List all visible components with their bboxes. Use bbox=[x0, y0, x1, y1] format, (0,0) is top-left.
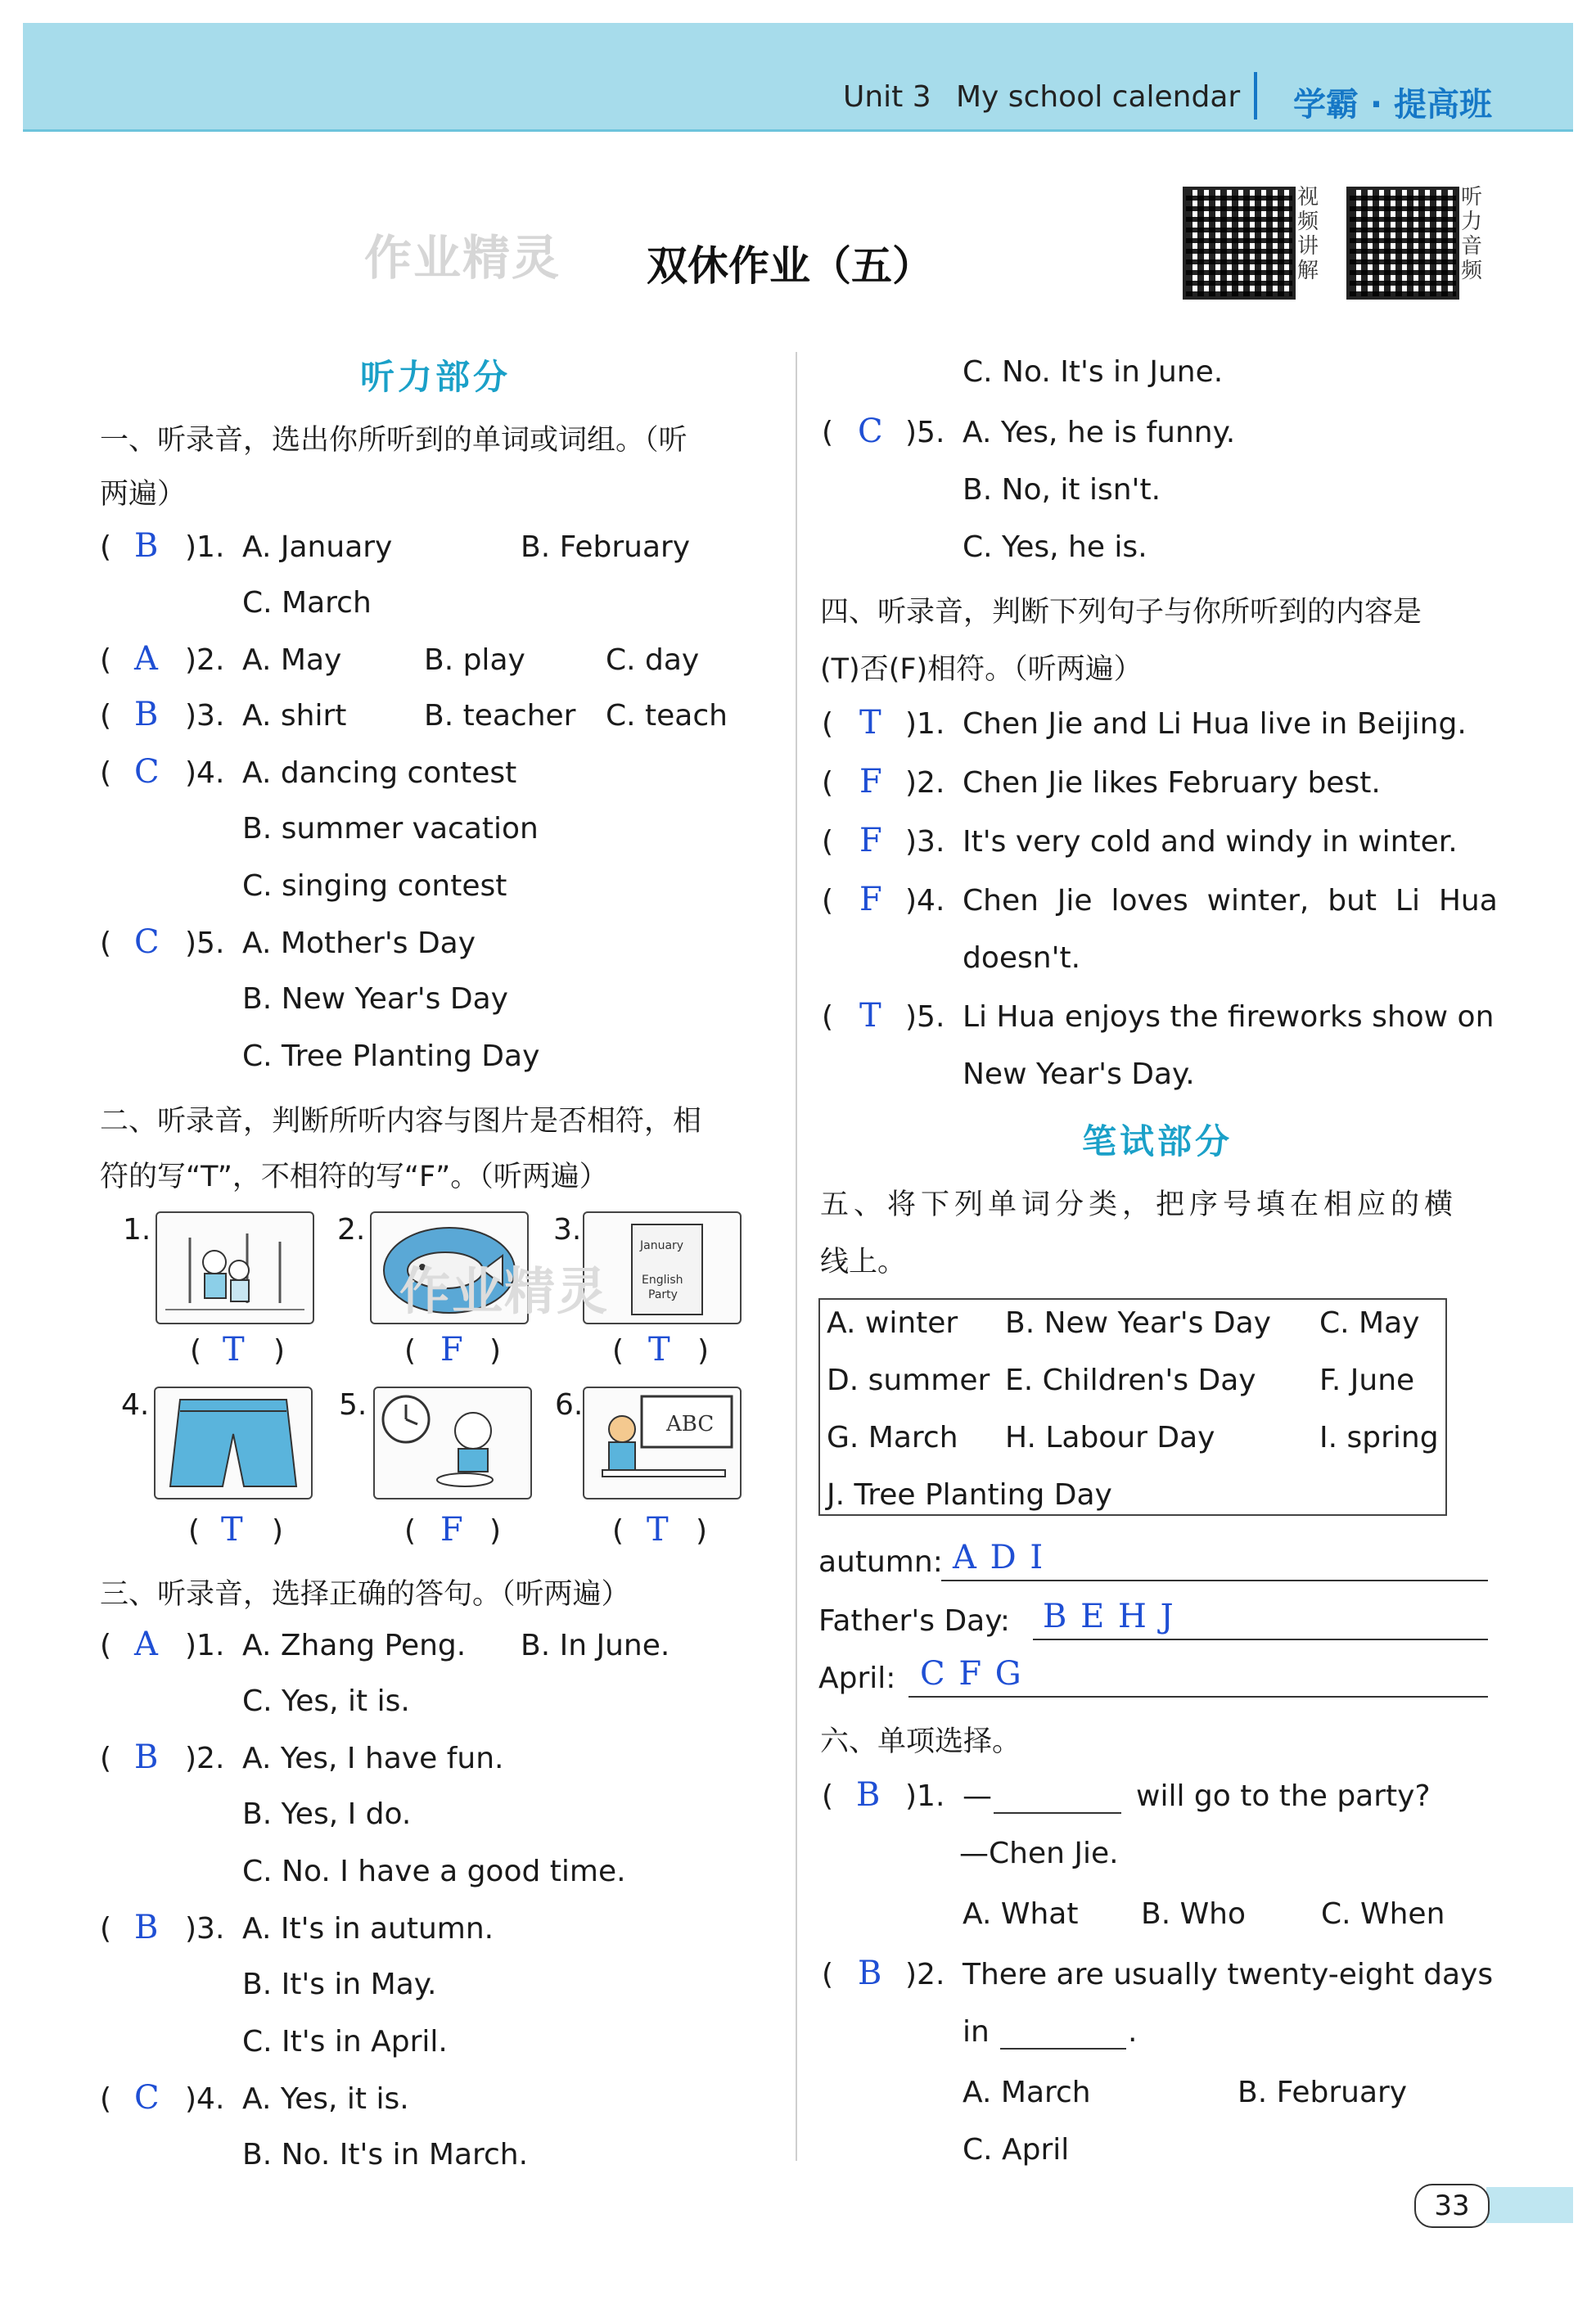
answer-line bbox=[908, 1696, 1488, 1698]
paren-close: ) bbox=[489, 1514, 502, 1548]
option-c: C. When bbox=[1321, 1897, 1445, 1931]
paren-open: ( bbox=[100, 756, 112, 790]
writing-section-title: 笔试部分 bbox=[1082, 1121, 1233, 1161]
part2-instruction: 二、听录音，判断所听内容与图片是否相符，相 bbox=[100, 1105, 702, 1138]
category-answer-autumn: A D I bbox=[953, 1539, 1045, 1576]
answer-p1-1: B bbox=[134, 527, 159, 565]
picture-number: 5. bbox=[339, 1388, 367, 1422]
question-period: . bbox=[1128, 2015, 1138, 2049]
option-c: C. No. It's in June. bbox=[963, 355, 1224, 389]
part2-instruction-cont: 符的写“T”，不相符的写“F”。（听两遍） bbox=[100, 1161, 608, 1193]
paren-open: ( bbox=[822, 884, 834, 918]
statement: Li Hua enjoys the fireworks show on bbox=[963, 1000, 1495, 1034]
option-c: C. Yes, it is. bbox=[242, 1684, 410, 1718]
category-label-fathers-day: Father's Day: bbox=[818, 1604, 1011, 1638]
answer-p4-3: F bbox=[859, 822, 882, 859]
paren-open: ( bbox=[404, 1334, 417, 1368]
question-number: )2. bbox=[905, 1958, 945, 1991]
paren-open: ( bbox=[100, 1742, 112, 1775]
option-b: B. Yes, I do. bbox=[242, 1797, 412, 1831]
answer-p4-2: F bbox=[859, 763, 882, 800]
statement: Chen Jie loves winter, but Li Hua bbox=[963, 884, 1498, 918]
answer-p4-5: T bbox=[859, 997, 881, 1035]
qr-code-audio-icon[interactable] bbox=[1346, 187, 1459, 300]
answer-p2-5: F bbox=[440, 1511, 463, 1549]
column-divider bbox=[796, 352, 797, 2161]
option-c: C. Tree Planting Day bbox=[242, 1039, 540, 1073]
header-topic: My school calendar bbox=[956, 80, 1241, 114]
part3-instruction: 三、听录音，选择正确的答句。（听两遍） bbox=[100, 1578, 630, 1611]
option-c: C. March bbox=[242, 586, 372, 620]
book-text-english: English bbox=[642, 1274, 683, 1287]
option-b: B. Who bbox=[1141, 1897, 1247, 1931]
statement: Chen Jie and Li Hua live in Beijing. bbox=[963, 707, 1467, 741]
paren-open: ( bbox=[612, 1514, 624, 1548]
qr-code-video-icon[interactable] bbox=[1183, 187, 1296, 300]
option-a: A. Zhang Peng. bbox=[242, 1629, 467, 1662]
listening-section-title: 听力部分 bbox=[360, 357, 512, 397]
question-number: )2. bbox=[185, 643, 225, 677]
picture-number: 6. bbox=[555, 1388, 584, 1422]
question-number: )5. bbox=[905, 416, 945, 449]
book-text-january: January bbox=[640, 1239, 684, 1252]
question-number: )4. bbox=[185, 2082, 225, 2116]
question-text: will go to the party? bbox=[1136, 1779, 1431, 1813]
page-title: 双休作业（五） bbox=[647, 242, 933, 290]
answer-p4-1: T bbox=[859, 704, 881, 742]
page-number: 33 bbox=[1414, 2184, 1490, 2228]
option-c: C. day bbox=[606, 643, 700, 677]
question-number: )3. bbox=[185, 699, 225, 733]
option-b: B. February bbox=[521, 530, 691, 564]
word-option: B. New Year's Day bbox=[1005, 1306, 1271, 1340]
option-c: C. Yes, he is. bbox=[963, 530, 1147, 564]
teacher-board-icon bbox=[584, 1388, 740, 1498]
category-label-autumn: autumn: bbox=[818, 1545, 943, 1579]
picture-clock-breakfast bbox=[373, 1387, 532, 1499]
picture-teacher-board bbox=[583, 1387, 742, 1499]
planting-trees-icon bbox=[157, 1213, 313, 1323]
statement-cont: doesn't. bbox=[963, 941, 1081, 975]
paren-open: ( bbox=[822, 1000, 834, 1034]
answer-p2-4: T bbox=[221, 1511, 243, 1549]
option-c: C. singing contest bbox=[242, 869, 507, 903]
part1-instruction: 一、听录音，选出你所听到的单词或词组。（听 bbox=[100, 424, 688, 457]
paren-open: ( bbox=[822, 1958, 834, 1991]
category-label-april: April: bbox=[818, 1662, 896, 1695]
picture-shorts bbox=[154, 1387, 313, 1499]
picture-number: 4. bbox=[121, 1388, 150, 1422]
option-a: A. shirt bbox=[242, 699, 347, 733]
board-text-abc: ABC bbox=[666, 1412, 715, 1436]
answer-p1-5: C bbox=[134, 923, 160, 961]
paren-close: ) bbox=[272, 1514, 284, 1548]
answer-p2-3: T bbox=[648, 1331, 670, 1369]
option-b: B. February bbox=[1238, 2076, 1408, 2109]
clock-breakfast-icon bbox=[375, 1388, 530, 1498]
answer-p3-4: C bbox=[134, 2079, 160, 2117]
header-arrow-icon bbox=[1254, 72, 1257, 120]
question-number: )5. bbox=[905, 1000, 945, 1034]
word-option: E. Children's Day bbox=[1005, 1364, 1256, 1397]
paren-open: ( bbox=[822, 766, 834, 800]
header-unit: Unit 3 bbox=[843, 80, 931, 114]
option-a: A. Mother's Day bbox=[242, 927, 476, 960]
option-b: B. In June. bbox=[521, 1629, 670, 1662]
answer-p1-2: A bbox=[134, 640, 158, 678]
question-number: )5. bbox=[185, 927, 225, 960]
paren-open: ( bbox=[100, 927, 112, 960]
answer-line bbox=[1033, 1639, 1488, 1640]
picture-number: 2. bbox=[337, 1213, 366, 1247]
answer-p3-5: C bbox=[858, 413, 883, 450]
statement-cont: New Year's Day. bbox=[963, 1058, 1195, 1091]
option-c: C. teach bbox=[606, 699, 728, 733]
question-dash: — bbox=[963, 1779, 992, 1813]
option-c: C. April bbox=[963, 2133, 1070, 2167]
paren-open: ( bbox=[100, 530, 112, 564]
book-text-party: Party bbox=[648, 1288, 678, 1301]
option-a: A. Yes, I have fun. bbox=[242, 1742, 504, 1775]
question-number: )2. bbox=[185, 1742, 225, 1775]
part5-instruction-cont: 线上。 bbox=[820, 1246, 907, 1279]
question-number: )3. bbox=[185, 1912, 225, 1946]
word-option: C. May bbox=[1319, 1306, 1420, 1340]
paren-open: ( bbox=[100, 699, 112, 733]
part6-instruction: 六、单项选择。 bbox=[820, 1725, 1021, 1758]
header-brand: 学霸 · 提高班 bbox=[1293, 86, 1493, 124]
answer-p1-3: B bbox=[134, 696, 159, 733]
option-b: B. It's in May. bbox=[242, 1968, 437, 2001]
blank-line bbox=[994, 1812, 1121, 1814]
paren-open: ( bbox=[100, 643, 112, 677]
question-number: )2. bbox=[905, 766, 945, 800]
option-a: A. March bbox=[963, 2076, 1091, 2109]
word-option: A. winter bbox=[827, 1306, 958, 1340]
picture-number: 1. bbox=[123, 1213, 151, 1247]
word-option: J. Tree Planting Day bbox=[827, 1478, 1112, 1512]
paren-open: ( bbox=[100, 1912, 112, 1946]
part5-instruction: 五、将下列单词分类，把序号填在相应的横 bbox=[820, 1188, 1458, 1221]
answer-line bbox=[941, 1580, 1488, 1581]
part4-instruction: 四、听录音，判断下列句子与你所听到的内容是 bbox=[820, 596, 1422, 629]
paren-open: ( bbox=[822, 707, 834, 741]
answer-p6-2: B bbox=[858, 1955, 882, 1992]
paren-close: ) bbox=[696, 1514, 708, 1548]
part4-instruction-cont: (T)否(F)相符。（听两遍） bbox=[820, 653, 1143, 686]
option-c: C. No. I have a good time. bbox=[242, 1855, 626, 1888]
option-b: B. No, it isn't. bbox=[963, 473, 1161, 507]
paren-close: ) bbox=[489, 1334, 502, 1368]
answer-p4-4: F bbox=[859, 881, 882, 918]
answer-p6-1: B bbox=[856, 1776, 881, 1814]
blank-line bbox=[1000, 2048, 1126, 2050]
picture-number: 3. bbox=[553, 1213, 582, 1247]
paren-open: ( bbox=[190, 1334, 202, 1368]
word-option: I. spring bbox=[1319, 1421, 1439, 1454]
word-option: D. summer bbox=[827, 1364, 990, 1397]
paren-open: ( bbox=[100, 2082, 112, 2116]
paren-open: ( bbox=[188, 1514, 201, 1548]
question-number: )4. bbox=[905, 884, 945, 918]
paren-open: ( bbox=[822, 416, 834, 449]
qr-label-video: 视频讲解 bbox=[1297, 185, 1319, 283]
option-a: A. May bbox=[242, 643, 342, 677]
question-number: )1. bbox=[905, 707, 945, 741]
option-a: A. Yes, it is. bbox=[242, 2082, 409, 2116]
question-number: )1. bbox=[185, 530, 225, 564]
word-option: H. Labour Day bbox=[1005, 1421, 1215, 1454]
question-reply: —Chen Jie. bbox=[959, 1837, 1119, 1870]
option-c: C. It's in April. bbox=[242, 2025, 448, 2059]
word-option: G. March bbox=[827, 1421, 958, 1454]
question-text-in: in bbox=[963, 2015, 990, 2049]
answer-p2-2: F bbox=[440, 1331, 463, 1369]
paren-close: ) bbox=[273, 1334, 286, 1368]
answer-p3-3: B bbox=[134, 1909, 159, 1946]
category-answer-fathers-day: B E H J bbox=[1043, 1598, 1175, 1635]
paren-open: ( bbox=[822, 1779, 834, 1813]
picture-planting-trees bbox=[156, 1211, 314, 1324]
option-b: B. No. It's in March. bbox=[242, 2138, 529, 2171]
word-option: F. June bbox=[1319, 1364, 1415, 1397]
shorts-icon bbox=[156, 1388, 311, 1498]
paren-open: ( bbox=[612, 1334, 624, 1368]
option-a: A. What bbox=[963, 1897, 1079, 1931]
paren-open: ( bbox=[100, 1629, 112, 1662]
option-b: B. play bbox=[424, 643, 525, 677]
question-number: )1. bbox=[185, 1629, 225, 1662]
option-b: B. teacher bbox=[424, 699, 576, 733]
paren-close: ) bbox=[697, 1334, 710, 1368]
qr-label-audio: 听力音频 bbox=[1461, 185, 1483, 283]
category-answer-april: C F G bbox=[920, 1655, 1023, 1693]
watermark: 作业精灵 bbox=[364, 230, 561, 286]
paren-open: ( bbox=[404, 1514, 417, 1548]
question-text: There are usually twenty-eight days bbox=[963, 1958, 1494, 1991]
watermark-middle: 作业精灵 bbox=[399, 1261, 610, 1321]
option-b: B. summer vacation bbox=[242, 812, 539, 846]
question-number: )3. bbox=[905, 825, 945, 859]
answer-p3-2: B bbox=[134, 1738, 159, 1776]
paren-open: ( bbox=[822, 825, 834, 859]
answer-p2-6: T bbox=[647, 1511, 669, 1549]
question-number: )1. bbox=[905, 1779, 945, 1813]
answer-p1-4: C bbox=[134, 753, 160, 791]
question-number: )4. bbox=[185, 756, 225, 790]
answer-p2-1: T bbox=[223, 1331, 245, 1369]
option-a: A. Yes, he is funny. bbox=[963, 416, 1236, 449]
statement: It's very cold and windy in winter. bbox=[963, 825, 1458, 859]
statement: Chen Jie likes February best. bbox=[963, 766, 1381, 800]
part1-instruction-cont: 两遍） bbox=[100, 478, 187, 511]
option-a: A. dancing contest bbox=[242, 756, 517, 790]
option-a: A. It's in autumn. bbox=[242, 1912, 494, 1946]
option-b: B. New Year's Day bbox=[242, 982, 508, 1016]
answer-p3-1: A bbox=[134, 1626, 158, 1663]
page-tab bbox=[1486, 2187, 1573, 2223]
option-a: A. January bbox=[242, 530, 393, 564]
